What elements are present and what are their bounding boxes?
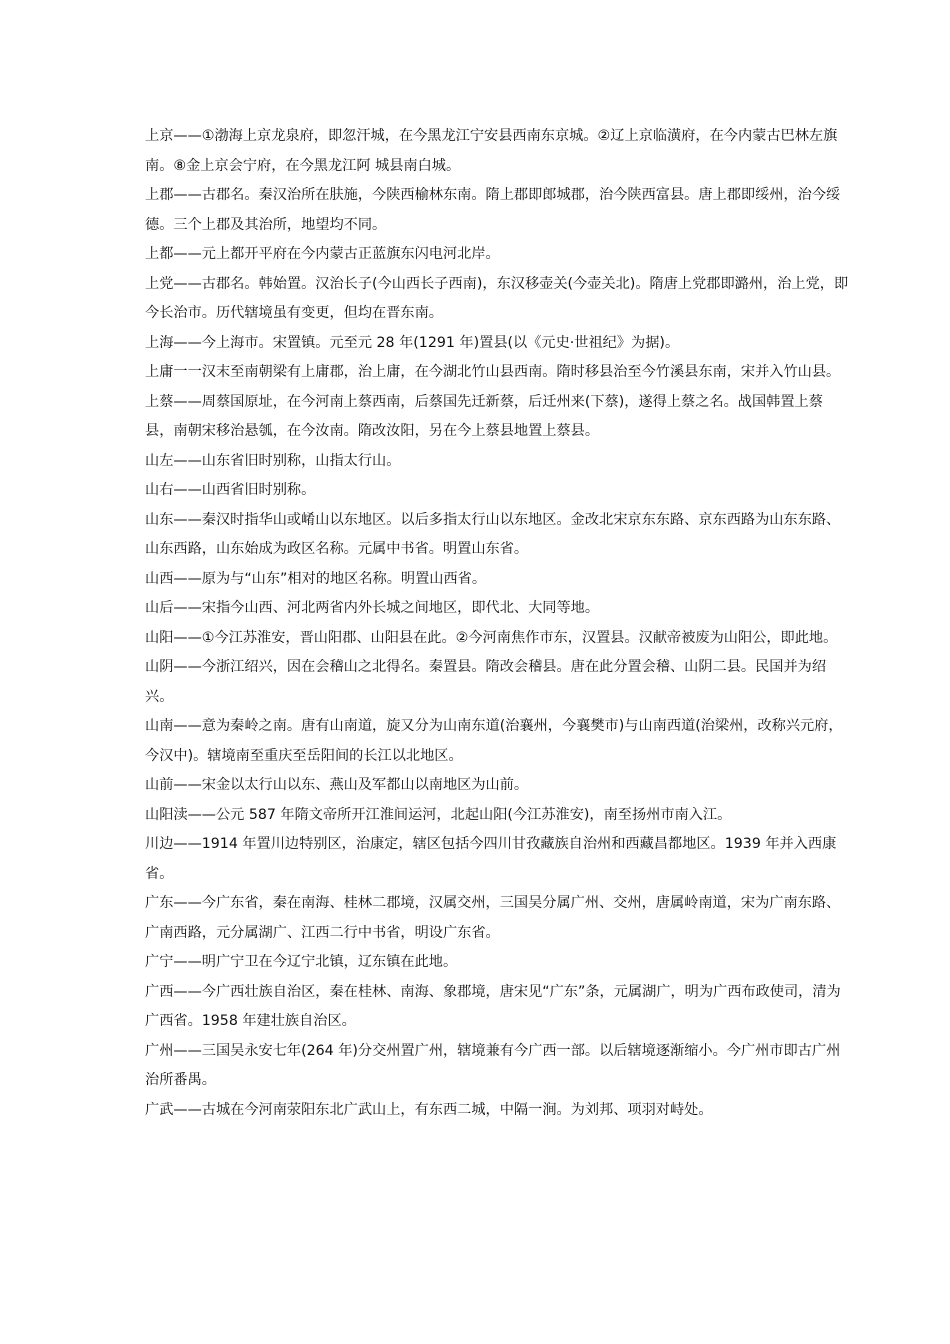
entry-guangning: 广宁——明广宁卫在今辽宁北镇，辽东镇在此地。 [145, 954, 458, 970]
entry-shangcai: 上蔡——周蔡国原址，在今河南上蔡西南，后蔡国先迁新蔡，后迁州来(下蔡)，遂得上蔡之名。战国韩置上蔡县，南朝宋移治悬瓠，在今汝南。隋改汝阳，另在今上蔡县地置上蔡县。 [145, 393, 823, 439]
entry-shangdang: 上党——古郡名。韩始置。汉治长子(今山西长子西南)，东汉移壶关(今壶关北)。隋唐上党郡即潞州，治上党，即今长治市。历代辖境虽有变更，但均在晋东南。 [145, 275, 849, 321]
entry-shannan: 山南——意为秦岭之南。唐有山南道，旋又分为山南东道(治襄州，今襄樊市)与山南西道(治梁州，改称兴元府，今汉中)。辖境南至重庆至岳阳间的长江以北地区。 [145, 718, 843, 764]
entry-shanyou: 山右——山西省旧时别称。 [145, 482, 316, 498]
entry-shangjing: 上京——①渤海上京龙泉府，即忽汗城，在今黑龙江宁安县西南东京城。②辽上京临潢府，在今内蒙古巴林左旗南。⑧金上京会宁府，在今黑龙江阿 城县南白城。 [145, 128, 838, 174]
entry-shanyangdu: 山阳渎——公元 587 年隋文帝所开江淮间运河，北起山阳(今江苏淮安)，南至扬州市南入江。 [145, 806, 732, 823]
entry-guangxi: 广西——今广西壮族自治区，秦在桂林、南海、象郡境，唐宋见“广东”条，元属湖广，明为广西布政使司，清为广西省。1958 年建壮族自治区。 [145, 983, 841, 1029]
entry-shangyong: 上庸一一汉末至南朝梁有上庸郡，治上庸，在今湖北竹山县西南。隋时移县治至今竹溪县东南，宋并入竹山县。 [145, 364, 841, 380]
entry-guangdong: 广东——今广东省，秦在南海、桂林二郡境，汉属交州，三国吴分属广州、交州，唐属岭南道，宋为广南东路、广南西路，元分属湖广、江西二行中书省，明设广东省。 [145, 895, 841, 941]
entry-shanhou: 山后——宋指今山西、河北两省内外长城之间地区，即代北、大同等地。 [145, 600, 600, 616]
entry-shanqian: 山前——宋金以太行山以东、燕山及军都山以南地区为山前。 [145, 777, 529, 793]
entry-shanzuo: 山左——山东省旧时别称，山指太行山。 [145, 452, 401, 469]
entry-shanghai: 上海——今上海市。宋置镇。元至元 28 年(1291 年)置县(以《元史·世祖纪》为据)。 [145, 334, 680, 351]
entry-shangdu: 上都——元上都开平府在今内蒙古正蓝旗东闪电河北岸。 [145, 246, 500, 262]
entry-guangwu: 广武——古城在今河南荥阳东北广武山上，有东西二城，中隔一涧。为刘邦、项羽对峙处。 [145, 1101, 713, 1118]
entry-shanyin: 山阴——今浙江绍兴，因在会稽山之北得名。秦置县。隋改会稽县。唐在此分置会稽、山阴二县。民国并为绍兴。 [145, 659, 827, 705]
entry-shandong: 山东——秦汉时指华山或崤山以东地区。以后多指太行山以东地区。金改北宋京东东路、京东西路为山东东路、山东西路，山东始成为政区名称。元属中书省。明置山东省。 [145, 511, 841, 557]
entry-chuanbian: 川边——1914 年置川边特别区，治康定，辖区包括今四川甘孜藏族自治州和西藏昌都地区。1939 年并入西康省。 [145, 836, 837, 882]
entry-shanyang: 山阳——①今江苏淮安，晋山阳郡、山阳县在此。②今河南焦作市东，汉置县。汉献帝被废为山阳公，即此地。 [145, 629, 838, 646]
entry-guangzhou: 广州——三国吴永安七年(264 年)分交州置广州，辖境兼有今广西一部。以后辖境逐渐缩小。今广州市即古广州治所番禺。 [145, 1042, 841, 1088]
entry-shangjun: 上郡——古郡名。秦汉治所在肤施，今陕西榆林东南。隋上郡即郎城郡，治今陕西富县。唐上郡即绥州，治今绥德。三个上郡及其治所，地望均不同。 [145, 187, 841, 233]
entry-shanxi: 山西——原为与“山东”相对的地区名称。明置山西省。 [145, 570, 487, 587]
